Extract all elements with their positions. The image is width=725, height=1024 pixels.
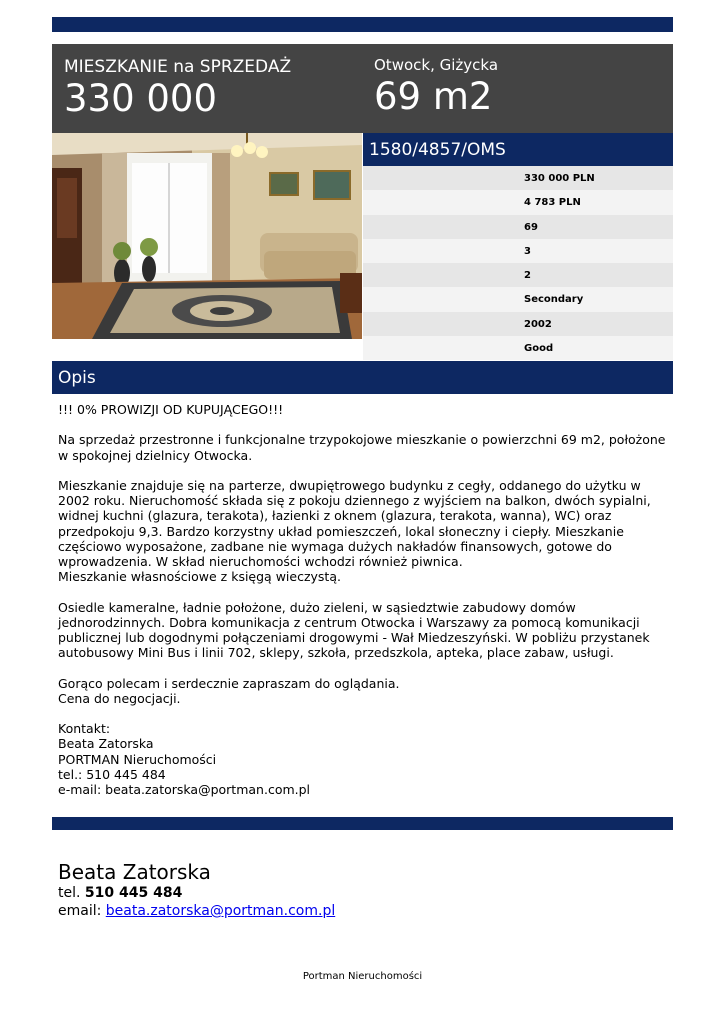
header-left — [64, 57, 291, 121]
top-divider-bar — [52, 17, 673, 32]
detail-value: 330 000 PLN — [524, 173, 595, 184]
detail-value: 2002 — [524, 318, 552, 330]
property-photo — [52, 133, 362, 339]
reference-number-bar — [363, 133, 673, 166]
detail-row-rooms — [363, 239, 673, 263]
header-right — [374, 56, 498, 119]
agent-email-link[interactable]: beata.zatorska@portman.com.pl — [105, 903, 336, 919]
email-label: email: — [58, 903, 102, 919]
listing-price: 330 000 — [64, 77, 218, 120]
agent-name: Beata Zatorska — [58, 860, 211, 884]
agent-phone-line — [58, 884, 335, 902]
detail-value: 2 — [524, 270, 531, 281]
detail-row-year-built — [363, 312, 673, 336]
detail-value: 4 783 PLN — [524, 197, 581, 209]
detail-value: Secondary — [524, 294, 584, 306]
reference-number: 1580/4857/OMS — [369, 140, 506, 160]
footer-text: Portman Nieruchomości — [302, 971, 423, 982]
phone-label: tel. — [58, 885, 81, 901]
listing-area: 69 m2 — [374, 75, 493, 118]
listing-location: Otwock, Giżycka — [374, 56, 499, 74]
detail-row-price — [363, 166, 673, 190]
detail-row-price-per-m2 — [363, 190, 673, 214]
detail-row-condition — [363, 336, 673, 360]
detail-row-bedrooms — [363, 263, 673, 287]
detail-row-market — [363, 287, 673, 311]
agent-phone: 510 445 484 — [84, 885, 183, 901]
agent-email-line — [58, 902, 335, 920]
agent-contact — [58, 860, 335, 920]
description-heading-bar — [52, 361, 673, 394]
bottom-divider-bar — [52, 817, 673, 830]
listing-type-label: MIESZKANIE na SPRZEDAŻ — [64, 57, 292, 77]
description-text: !!! 0% PROWIZJI OD KUPUJĄCEGO!!! Na sprzedaż przestronne i funkcjonalne trzypokojowe mieszkanie o powierzchni 69 m2, położone w spokojnej dzielnicy Otwocka. Mieszkanie znajduje się na parterze, dwupiętrowego budynku z cegły, oddanego do użytku w 2002 roku. Nieruchomość składa się z pokoju dziennego z wyjściem na balkon, dwóch sypialni, widnej kuchni (glazura, terakota), łazienki z oknem (glazura, terakota, wanna), WC) oraz przedpokoju 9,3. Bardzo korzystny układ pomieszczeń, lokal słoneczny i ciepły. Mieszkanie częściowo wyposażone, zadbane nie wymaga dużych nakładów finansowych, gotowe do wprowadzenia. W skład nieruchomości wchodzi również piwnica. Mieszkanie własnościowe z księgą wieczystą. Osiedle kameralne, ładnie położone, dużo zieleni, w sąsiedztwie zabudowy domów jednorodzinnych. Dobra komunikacja z centrum Otwocka i Warszawy za pomocą komunikacji publicznej lub dogodnymi połączeniami drogowymi - Wał Miedzeszyński. W pobliżu przystanek autobusowy Mini Bus i linii 702, sklepy, szkoła, przedszkola, apteka, place zabaw, usługi. Gorąco polecam i serdecznie zapraszam do oglądania. Cena do negocjacji. Kontakt: Beata Zatorska PORTMAN Nieruchomości tel.: 510 445 484 e-mail: beata.zatorska@portman.com.pl — [58, 402, 666, 798]
details-table — [363, 166, 673, 360]
listing-header — [52, 44, 673, 133]
detail-row-area — [363, 215, 673, 239]
detail-value: Good — [524, 342, 554, 354]
detail-value: 69 — [524, 221, 538, 233]
detail-value: 3 — [524, 245, 531, 257]
description-heading: Opis — [58, 368, 96, 388]
